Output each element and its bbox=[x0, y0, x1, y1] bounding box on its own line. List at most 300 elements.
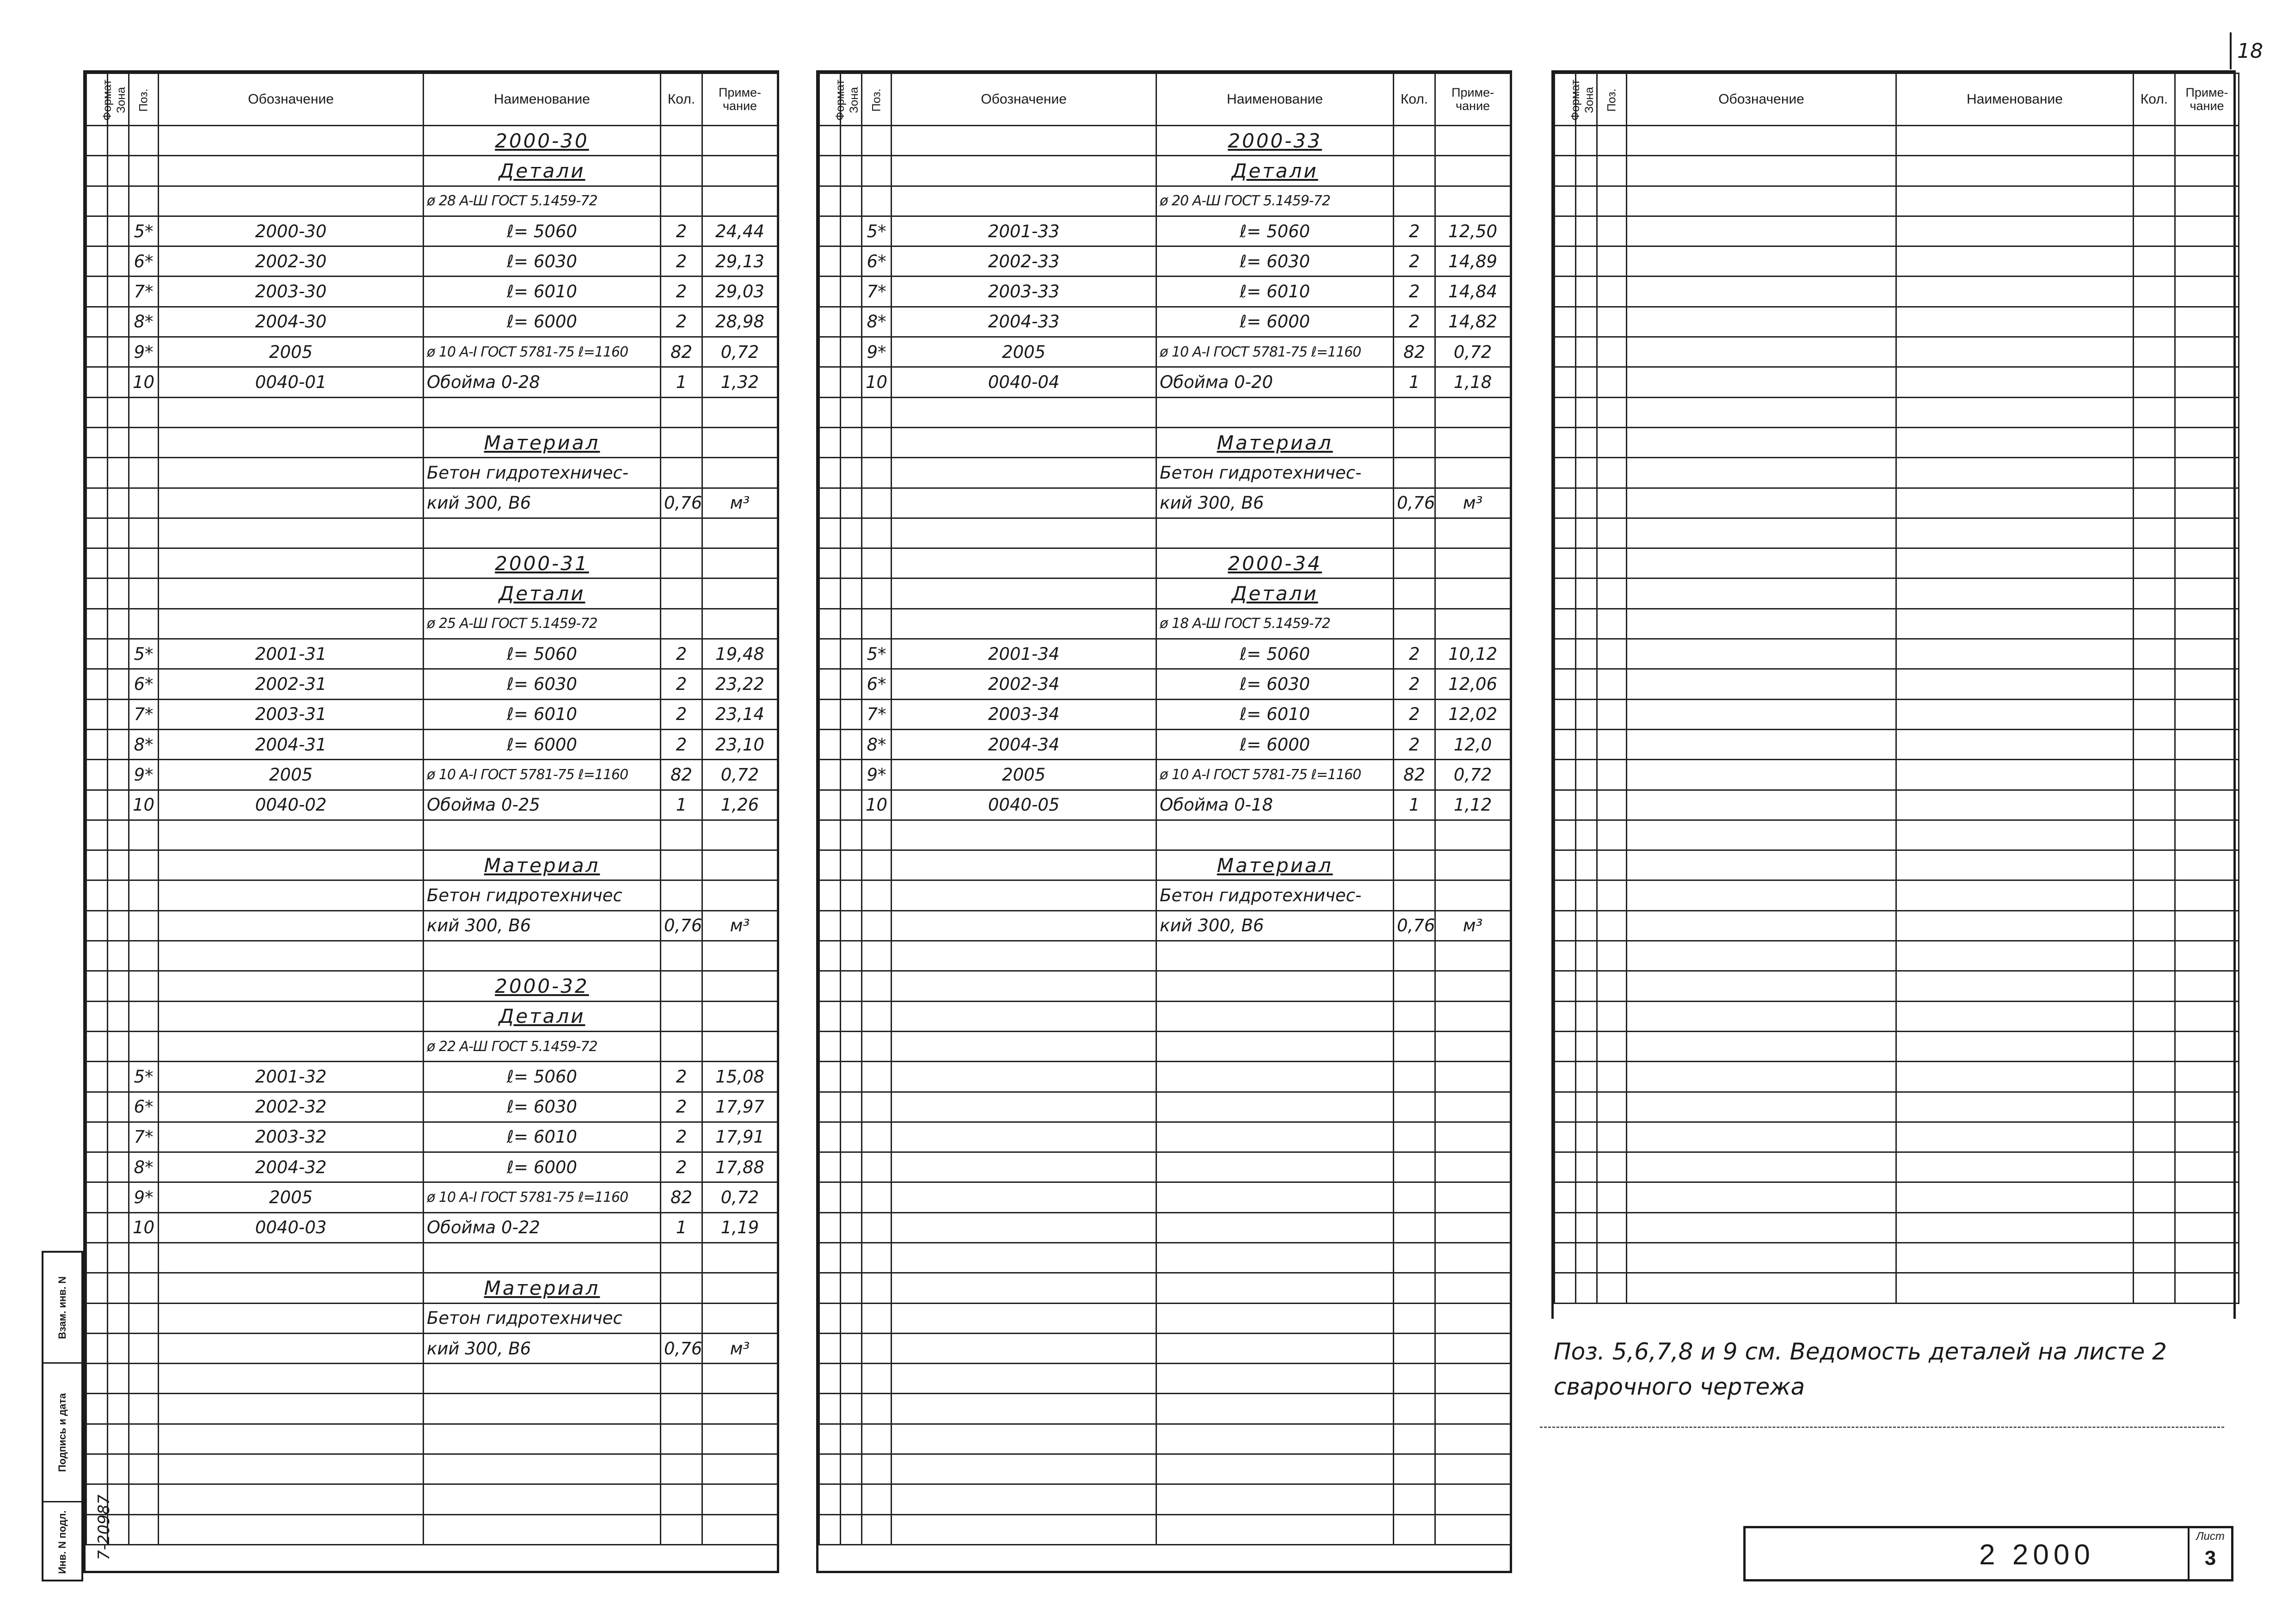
designation-cell: 2001-31 bbox=[159, 639, 424, 669]
zone-cell bbox=[108, 729, 129, 759]
qty-cell bbox=[1394, 126, 1435, 156]
table-row bbox=[86, 397, 778, 427]
empty-cell bbox=[1896, 790, 2134, 820]
format-cell bbox=[819, 1031, 841, 1061]
designation-cell: 2003-30 bbox=[159, 277, 424, 307]
empty-cell bbox=[1555, 699, 1576, 729]
note-cell bbox=[1435, 1212, 1511, 1243]
header-note: Приме-чание bbox=[702, 74, 778, 126]
empty-cell bbox=[1896, 1273, 2134, 1303]
note-cell bbox=[1435, 850, 1511, 880]
empty-cell bbox=[1576, 246, 1597, 277]
table-row bbox=[1555, 126, 2239, 156]
note-cell bbox=[1435, 1062, 1511, 1092]
format-cell bbox=[86, 639, 108, 669]
empty-cell bbox=[1896, 337, 2134, 367]
qty-cell: 1 bbox=[661, 367, 702, 397]
table-row bbox=[1555, 1031, 2239, 1061]
empty-cell bbox=[1576, 337, 1597, 367]
empty-cell bbox=[2134, 971, 2175, 1001]
empty-cell bbox=[1576, 548, 1597, 578]
name-cell bbox=[1156, 518, 1394, 548]
designation-cell: 0040-04 bbox=[892, 367, 1156, 397]
empty-cell bbox=[1576, 307, 1597, 337]
empty-cell bbox=[1627, 427, 1896, 457]
note-cell bbox=[1435, 1454, 1511, 1484]
empty-cell bbox=[2175, 639, 2239, 669]
header-zone: Зона bbox=[1576, 74, 1597, 126]
name-cell bbox=[424, 820, 661, 850]
note-cell bbox=[702, 578, 778, 609]
zone-cell bbox=[841, 1364, 862, 1394]
note-cell bbox=[1435, 1333, 1511, 1363]
pos-cell bbox=[129, 941, 159, 971]
qty-cell: 82 bbox=[1394, 760, 1435, 790]
format-cell bbox=[86, 1273, 108, 1303]
table-row bbox=[819, 820, 1511, 850]
name-cell: Бетон гидротехничес bbox=[424, 1303, 661, 1333]
zone-cell bbox=[841, 1394, 862, 1424]
note-cell: 0,72 bbox=[702, 760, 778, 790]
table-row bbox=[1555, 760, 2239, 790]
format-cell bbox=[86, 609, 108, 639]
designation-cell bbox=[892, 1424, 1156, 1454]
designation-cell bbox=[892, 458, 1156, 488]
name-cell: Детали bbox=[424, 578, 661, 609]
empty-cell bbox=[2175, 548, 2239, 578]
name-cell: кий 300, В6 bbox=[1156, 910, 1394, 941]
empty-cell bbox=[1597, 729, 1627, 759]
zone-cell bbox=[841, 397, 862, 427]
designation-cell bbox=[892, 1394, 1156, 1424]
zone-cell bbox=[841, 729, 862, 759]
spec-table-3 bbox=[1551, 70, 2236, 1319]
zone-cell bbox=[108, 790, 129, 820]
format-cell bbox=[819, 1424, 841, 1454]
name-cell bbox=[424, 1243, 661, 1273]
qty-cell: 2 bbox=[661, 1092, 702, 1122]
qty-cell bbox=[1394, 1182, 1435, 1212]
empty-cell bbox=[1576, 427, 1597, 457]
note-cell bbox=[1435, 971, 1511, 1001]
note-cell: 12,0 bbox=[1435, 729, 1511, 759]
pos-cell: 8* bbox=[862, 729, 892, 759]
zone-cell bbox=[108, 910, 129, 941]
qty-cell bbox=[661, 850, 702, 880]
pos-cell bbox=[129, 880, 159, 910]
table-row bbox=[819, 548, 1511, 578]
note-cell: 1,18 bbox=[1435, 367, 1511, 397]
name-cell: ℓ= 6010 bbox=[424, 699, 661, 729]
table-row bbox=[86, 850, 778, 880]
empty-cell bbox=[1597, 1062, 1627, 1092]
empty-cell bbox=[1555, 126, 1576, 156]
table-row bbox=[819, 277, 1511, 307]
name-cell bbox=[1156, 1182, 1394, 1212]
zone-cell bbox=[841, 1273, 862, 1303]
empty-cell bbox=[1896, 729, 2134, 759]
pos-cell: 5* bbox=[129, 639, 159, 669]
empty-cell bbox=[1555, 216, 1576, 246]
title-block bbox=[1743, 1526, 2233, 1581]
empty-cell bbox=[1555, 669, 1576, 699]
zone-cell bbox=[108, 1303, 129, 1333]
qty-cell bbox=[1394, 1333, 1435, 1363]
empty-cell bbox=[1576, 1031, 1597, 1061]
format-cell bbox=[819, 699, 841, 729]
empty-cell bbox=[1627, 307, 1896, 337]
table-row bbox=[86, 126, 778, 156]
designation-cell bbox=[159, 1001, 424, 1031]
empty-cell bbox=[1576, 1152, 1597, 1182]
empty-cell bbox=[2134, 337, 2175, 367]
name-cell: Обойма 0-22 bbox=[424, 1212, 661, 1243]
pos-cell bbox=[129, 1364, 159, 1394]
empty-cell bbox=[1576, 850, 1597, 880]
empty-cell bbox=[2134, 1092, 2175, 1122]
table-row bbox=[86, 1092, 778, 1122]
format-cell bbox=[86, 1303, 108, 1333]
note-cell: 24,44 bbox=[702, 216, 778, 246]
qty-cell: 2 bbox=[661, 1062, 702, 1092]
empty-cell bbox=[2175, 669, 2239, 699]
empty-cell bbox=[2134, 156, 2175, 186]
zone-cell bbox=[841, 578, 862, 609]
pos-cell bbox=[862, 1031, 892, 1061]
header-qty: Кол. bbox=[661, 74, 702, 126]
table-row bbox=[819, 971, 1511, 1001]
name-cell: ℓ= 6010 bbox=[424, 277, 661, 307]
table-row bbox=[1555, 277, 2239, 307]
empty-cell bbox=[2134, 639, 2175, 669]
designation-cell bbox=[892, 1212, 1156, 1243]
spec-grid-1 bbox=[86, 73, 778, 1545]
note-cell bbox=[1435, 548, 1511, 578]
empty-cell bbox=[1597, 367, 1627, 397]
empty-cell bbox=[2134, 1273, 2175, 1303]
empty-cell bbox=[1555, 186, 1576, 216]
empty-cell bbox=[1555, 518, 1576, 548]
empty-cell bbox=[1896, 699, 2134, 729]
table-row bbox=[86, 1364, 778, 1394]
table-row bbox=[819, 458, 1511, 488]
empty-cell bbox=[2134, 186, 2175, 216]
empty-cell bbox=[1597, 1001, 1627, 1031]
format-cell bbox=[819, 880, 841, 910]
note-cell bbox=[702, 397, 778, 427]
zone-cell bbox=[108, 850, 129, 880]
pos-cell: 6* bbox=[129, 246, 159, 277]
zone-cell bbox=[108, 1424, 129, 1454]
note-cell bbox=[702, 1484, 778, 1514]
empty-cell bbox=[2175, 790, 2239, 820]
table-row bbox=[819, 1243, 1511, 1273]
note-cell: 14,89 bbox=[1435, 246, 1511, 277]
pos-cell: 10 bbox=[129, 367, 159, 397]
name-cell bbox=[424, 397, 661, 427]
qty-cell bbox=[1394, 1062, 1435, 1092]
table-row bbox=[86, 941, 778, 971]
empty-cell bbox=[2175, 609, 2239, 639]
pos-cell bbox=[862, 971, 892, 1001]
note-cell bbox=[702, 971, 778, 1001]
designation-cell: 2001-33 bbox=[892, 216, 1156, 246]
note-cell bbox=[702, 1001, 778, 1031]
zone-cell bbox=[841, 186, 862, 216]
empty-cell bbox=[1555, 1152, 1576, 1182]
note-cell: м³ bbox=[1435, 910, 1511, 941]
name-cell: Материал bbox=[424, 850, 661, 880]
pos-cell bbox=[129, 548, 159, 578]
designation-cell bbox=[892, 1273, 1156, 1303]
name-cell: ℓ= 6030 bbox=[424, 669, 661, 699]
table-row bbox=[819, 1122, 1511, 1152]
empty-cell bbox=[1576, 367, 1597, 397]
zone-cell bbox=[108, 156, 129, 186]
note-cell bbox=[1435, 1001, 1511, 1031]
designation-cell bbox=[892, 1182, 1156, 1212]
empty-cell bbox=[1555, 578, 1576, 609]
format-cell bbox=[86, 518, 108, 548]
sheet-label: Лист bbox=[2196, 1530, 2225, 1543]
pos-cell: 6* bbox=[129, 1092, 159, 1122]
empty-cell bbox=[2134, 1122, 2175, 1152]
name-cell bbox=[1156, 1303, 1394, 1333]
table-row bbox=[86, 367, 778, 397]
stamp-cell-signature bbox=[43, 1364, 81, 1502]
qty-cell bbox=[661, 880, 702, 910]
header-format: Формат bbox=[819, 74, 841, 126]
empty-cell bbox=[1576, 880, 1597, 910]
zone-cell bbox=[841, 1303, 862, 1333]
note-cell bbox=[1435, 518, 1511, 548]
qty-cell bbox=[661, 1001, 702, 1031]
name-cell bbox=[1156, 1152, 1394, 1182]
empty-cell bbox=[2134, 760, 2175, 790]
empty-cell bbox=[1627, 669, 1896, 699]
pos-cell bbox=[129, 186, 159, 216]
format-cell bbox=[86, 790, 108, 820]
empty-cell bbox=[1576, 216, 1597, 246]
note-cell bbox=[702, 427, 778, 457]
qty-cell: 2 bbox=[1394, 246, 1435, 277]
format-cell bbox=[819, 1212, 841, 1243]
qty-cell bbox=[661, 820, 702, 850]
zone-cell bbox=[108, 126, 129, 156]
zone-cell bbox=[841, 277, 862, 307]
qty-cell: 0,76 bbox=[661, 1333, 702, 1363]
empty-cell bbox=[2134, 277, 2175, 307]
empty-cell bbox=[1627, 941, 1896, 971]
qty-cell bbox=[661, 941, 702, 971]
empty-cell bbox=[1627, 1273, 1896, 1303]
format-cell bbox=[819, 1122, 841, 1152]
empty-cell bbox=[2175, 458, 2239, 488]
zone-cell bbox=[108, 397, 129, 427]
format-cell bbox=[819, 488, 841, 518]
note-cell bbox=[702, 1424, 778, 1454]
table-row bbox=[1555, 186, 2239, 216]
stamp-label-inventory: Инв. N подл. bbox=[56, 1510, 68, 1574]
table-row bbox=[819, 910, 1511, 941]
designation-cell bbox=[892, 1152, 1156, 1182]
qty-cell bbox=[1394, 820, 1435, 850]
note-cell bbox=[702, 458, 778, 488]
note-cell: 0,72 bbox=[1435, 760, 1511, 790]
stamp-cell-replaced bbox=[43, 1253, 81, 1364]
empty-cell bbox=[2134, 518, 2175, 548]
empty-cell bbox=[2134, 1243, 2175, 1273]
pos-cell bbox=[862, 880, 892, 910]
table-row bbox=[1555, 1182, 2239, 1212]
zone-cell bbox=[108, 458, 129, 488]
header-format: Формат bbox=[1555, 74, 1576, 126]
header-pos: Поз. bbox=[862, 74, 892, 126]
empty-cell bbox=[1576, 941, 1597, 971]
stamp-label-replaced: Взам. инв. N bbox=[56, 1276, 68, 1339]
note-cell bbox=[1435, 397, 1511, 427]
header-designation: Обозначение bbox=[1627, 74, 1896, 126]
format-cell bbox=[86, 1031, 108, 1061]
pos-cell bbox=[862, 1212, 892, 1243]
empty-cell bbox=[1896, 216, 2134, 246]
pos-cell bbox=[862, 1454, 892, 1484]
qty-cell bbox=[661, 1394, 702, 1424]
empty-cell bbox=[2175, 186, 2239, 216]
name-cell: ℓ= 6000 bbox=[1156, 729, 1394, 759]
stamp-inventory-number: 7-20987 bbox=[95, 1494, 113, 1560]
designation-cell bbox=[159, 880, 424, 910]
empty-cell bbox=[1576, 1122, 1597, 1152]
empty-cell bbox=[1896, 639, 2134, 669]
empty-cell bbox=[1555, 729, 1576, 759]
table-row bbox=[86, 971, 778, 1001]
name-cell: ℓ= 5060 bbox=[424, 639, 661, 669]
zone-cell bbox=[841, 458, 862, 488]
empty-cell bbox=[1627, 246, 1896, 277]
table-row bbox=[1555, 729, 2239, 759]
format-cell bbox=[86, 246, 108, 277]
note-cell bbox=[1435, 1484, 1511, 1514]
table-row bbox=[819, 729, 1511, 759]
format-cell bbox=[819, 1243, 841, 1273]
zone-cell bbox=[108, 1212, 129, 1243]
table-row bbox=[86, 1152, 778, 1182]
qty-cell bbox=[661, 518, 702, 548]
empty-cell bbox=[1555, 1092, 1576, 1122]
name-cell: Материал bbox=[424, 1273, 661, 1303]
designation-cell bbox=[159, 1394, 424, 1424]
name-cell: ℓ= 6030 bbox=[424, 246, 661, 277]
format-cell bbox=[819, 729, 841, 759]
designation-cell bbox=[159, 186, 424, 216]
empty-cell bbox=[1627, 1243, 1896, 1273]
note-cell bbox=[702, 1454, 778, 1484]
qty-cell bbox=[661, 397, 702, 427]
qty-cell bbox=[661, 1273, 702, 1303]
zone-cell bbox=[108, 699, 129, 729]
empty-cell bbox=[1627, 458, 1896, 488]
name-cell bbox=[1156, 1273, 1394, 1303]
format-cell bbox=[819, 669, 841, 699]
name-cell bbox=[1156, 1454, 1394, 1484]
qty-cell: 2 bbox=[661, 1152, 702, 1182]
designation-cell bbox=[159, 1484, 424, 1514]
note-cell bbox=[1435, 609, 1511, 639]
designation-cell: 2004-30 bbox=[159, 307, 424, 337]
name-cell: ℓ= 6000 bbox=[424, 1152, 661, 1182]
note-cell bbox=[702, 1514, 778, 1544]
table-row bbox=[86, 880, 778, 910]
empty-cell bbox=[1597, 277, 1627, 307]
table-row bbox=[86, 1333, 778, 1363]
format-cell bbox=[86, 427, 108, 457]
name-cell: ℓ= 6030 bbox=[424, 1092, 661, 1122]
format-cell bbox=[819, 367, 841, 397]
format-cell bbox=[86, 367, 108, 397]
zone-cell bbox=[108, 367, 129, 397]
designation-cell bbox=[892, 1364, 1156, 1394]
pos-cell bbox=[862, 1333, 892, 1363]
designation-cell bbox=[892, 910, 1156, 941]
empty-cell bbox=[1896, 186, 2134, 216]
qty-cell bbox=[661, 126, 702, 156]
qty-cell: 2 bbox=[1394, 277, 1435, 307]
format-cell bbox=[86, 337, 108, 367]
qty-cell: 1 bbox=[1394, 790, 1435, 820]
table-row bbox=[1555, 427, 2239, 457]
qty-cell: 82 bbox=[661, 760, 702, 790]
name-cell: ø 10 А-I ГОСТ 5781-75 ℓ=1160 bbox=[424, 1182, 661, 1212]
table-row bbox=[819, 639, 1511, 669]
note-cell: 1,19 bbox=[702, 1212, 778, 1243]
table-row bbox=[86, 910, 778, 941]
format-cell bbox=[86, 941, 108, 971]
empty-cell bbox=[2134, 216, 2175, 246]
designation-cell: 2002-33 bbox=[892, 246, 1156, 277]
empty-cell bbox=[1555, 337, 1576, 367]
empty-cell bbox=[1576, 518, 1597, 548]
note-cell: 0,72 bbox=[702, 1182, 778, 1212]
note-cell bbox=[702, 609, 778, 639]
empty-cell bbox=[1627, 790, 1896, 820]
designation-cell: 2003-34 bbox=[892, 699, 1156, 729]
pos-cell bbox=[862, 941, 892, 971]
table-row bbox=[819, 126, 1511, 156]
zone-cell bbox=[841, 1031, 862, 1061]
format-cell bbox=[86, 1001, 108, 1031]
header-note: Приме-чание bbox=[1435, 74, 1511, 126]
zone-cell bbox=[841, 1212, 862, 1243]
note-cell: м³ bbox=[702, 1333, 778, 1363]
qty-cell bbox=[661, 971, 702, 1001]
table-row bbox=[1555, 880, 2239, 910]
pos-cell bbox=[129, 1303, 159, 1333]
table-row bbox=[819, 880, 1511, 910]
zone-cell bbox=[841, 1514, 862, 1544]
zone-cell bbox=[108, 1062, 129, 1092]
empty-cell bbox=[1896, 910, 2134, 941]
empty-cell bbox=[1627, 850, 1896, 880]
qty-cell: 2 bbox=[661, 307, 702, 337]
empty-cell bbox=[1896, 518, 2134, 548]
table-row bbox=[86, 1243, 778, 1273]
zone-cell bbox=[841, 699, 862, 729]
designation-cell: 2004-31 bbox=[159, 729, 424, 759]
designation-cell: 0040-05 bbox=[892, 790, 1156, 820]
qty-cell: 2 bbox=[661, 729, 702, 759]
format-cell bbox=[86, 216, 108, 246]
